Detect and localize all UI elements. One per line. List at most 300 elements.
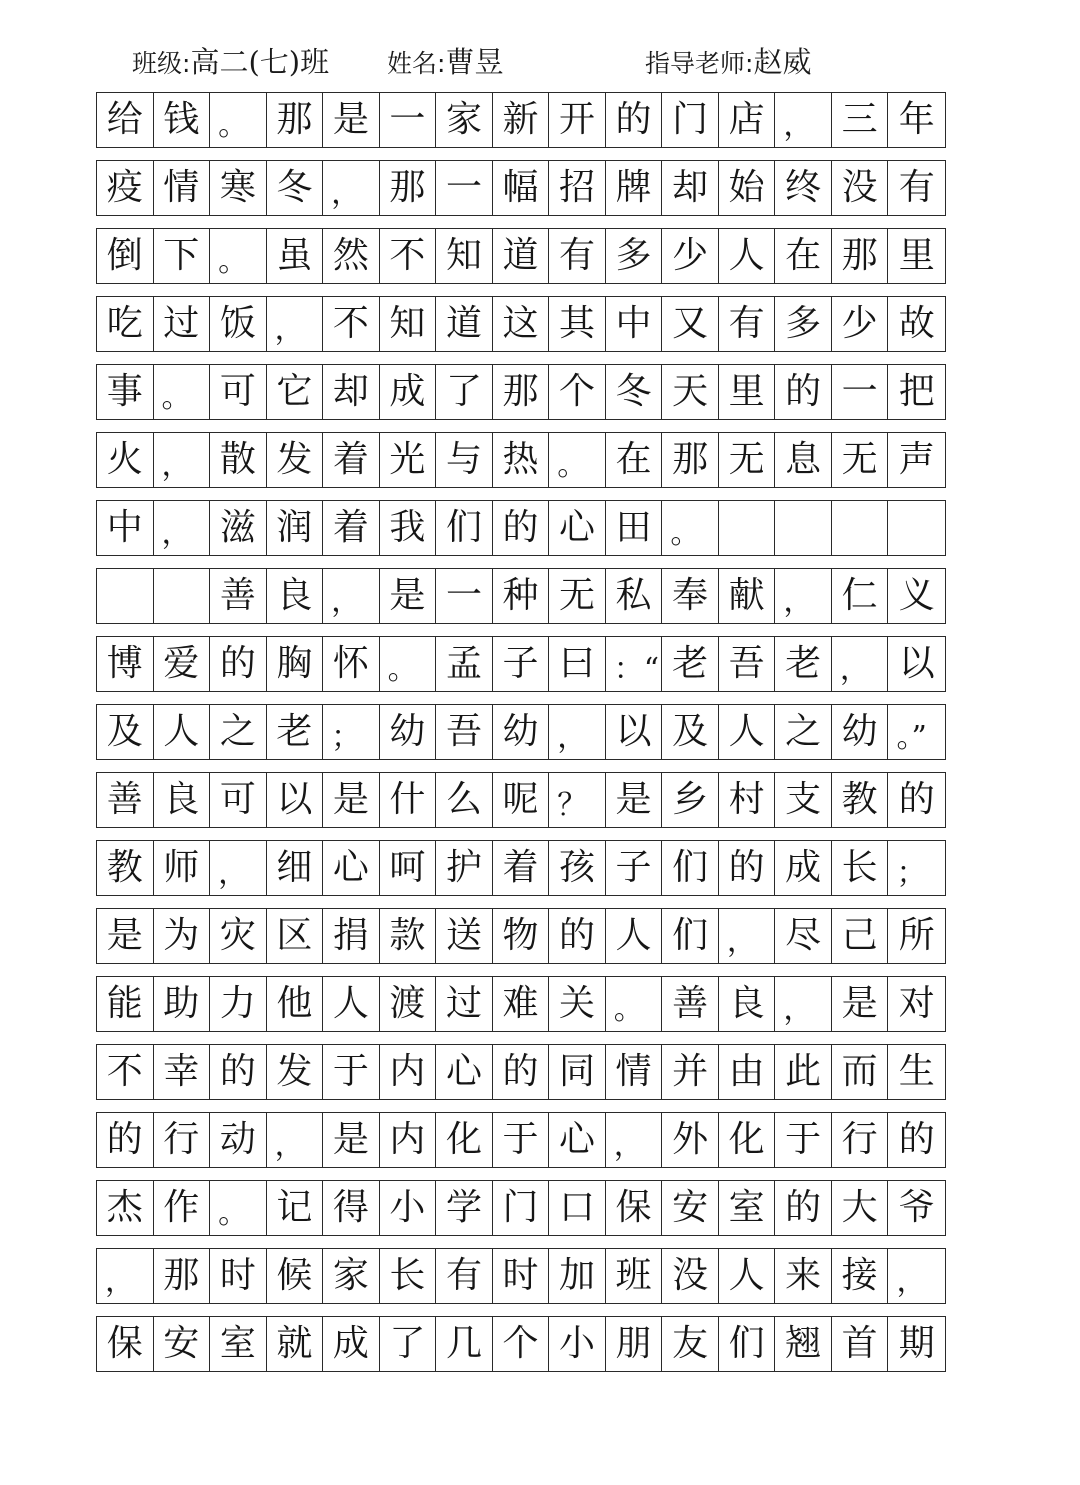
grid-cell: 支 xyxy=(775,773,832,827)
grid-cell: 里 xyxy=(719,365,776,419)
grid-cell: 此 xyxy=(775,1045,832,1099)
grid-cell: 小 xyxy=(380,1181,437,1235)
grid-cell: 善 xyxy=(662,977,719,1031)
grid-cell: 村 xyxy=(719,773,776,827)
grid-cell: 在 xyxy=(606,433,663,487)
grid-cell: 了 xyxy=(380,1317,437,1371)
grid-cell: ， xyxy=(896,1264,927,1299)
grid-cell: 室 xyxy=(210,1317,267,1371)
grid-cell: 时 xyxy=(210,1249,267,1303)
grid-cell: ， xyxy=(154,433,211,487)
grid-cell: 乡 xyxy=(662,773,719,827)
grid-cell: 内 xyxy=(380,1045,437,1099)
grid-cell: 善 xyxy=(210,569,267,623)
grid-cell: 送 xyxy=(436,909,493,963)
grid-cell: ， xyxy=(832,637,889,691)
grid-row xyxy=(96,636,946,692)
grid-cell: 呵 xyxy=(380,841,437,895)
grid-cell: 多 xyxy=(775,297,832,351)
grid-cell: 尽 xyxy=(775,909,832,963)
writing-grid xyxy=(96,92,946,1372)
grid-cell: 家 xyxy=(323,1249,380,1303)
grid-cell: 期 xyxy=(898,1323,935,1364)
grid-cell: 。 xyxy=(549,433,606,487)
grid-cell: 什 xyxy=(380,773,437,827)
grid-cell: 私 xyxy=(606,569,663,623)
grid-cell: 老 xyxy=(662,637,719,691)
grid-row xyxy=(96,228,946,284)
name-field xyxy=(387,46,503,80)
grid-cell: 首 xyxy=(832,1317,889,1371)
grid-row xyxy=(96,364,946,420)
grid-cell: 师 xyxy=(154,841,211,895)
grid-row xyxy=(96,772,946,828)
grid-cell: 之 xyxy=(210,705,267,759)
grid-cell: 怀 xyxy=(323,637,380,691)
grid-cell: 难 xyxy=(493,977,550,1031)
grid-cell: 个 xyxy=(493,1317,550,1371)
grid-cell: 可 xyxy=(210,773,267,827)
grid-cell: 力 xyxy=(210,977,267,1031)
grid-cell: 虽 xyxy=(267,229,324,283)
grid-cell: 幼 xyxy=(493,705,550,759)
grid-cell: 的 xyxy=(775,365,832,419)
grid-cell: 热 xyxy=(493,433,550,487)
grid-cell: 知 xyxy=(436,229,493,283)
grid-cell: 人 xyxy=(606,909,663,963)
grid-cell xyxy=(888,501,945,555)
grid-cell: 其 xyxy=(549,297,606,351)
grid-cell: 以 xyxy=(898,643,935,684)
grid-cell: 子 xyxy=(606,841,663,895)
grid-cell: 以 xyxy=(267,773,324,827)
grid-cell: 过 xyxy=(154,297,211,351)
grid-cell: 们 xyxy=(662,909,719,963)
teacher-label: 指导老师: xyxy=(645,49,754,78)
grid-cell: 故 xyxy=(898,303,935,344)
grid-cell: ：“ xyxy=(606,637,663,691)
grid-cell: 捐 xyxy=(323,909,380,963)
grid-cell: 有 xyxy=(719,297,776,351)
grid-cell: 成 xyxy=(323,1317,380,1371)
grid-cell: 的 xyxy=(898,1119,935,1160)
grid-cell: 倒 xyxy=(97,229,154,283)
grid-cell: 能 xyxy=(97,977,154,1031)
grid-cell: 而 xyxy=(832,1045,889,1099)
grid-cell: 行 xyxy=(154,1113,211,1167)
grid-cell: 一 xyxy=(380,93,437,147)
grid-cell: ， xyxy=(606,1113,663,1167)
grid-cell: 里 xyxy=(898,235,935,276)
grid-cell: ， xyxy=(549,705,606,759)
grid-cell: ？ xyxy=(549,773,606,827)
grid-cell: 生 xyxy=(898,1051,935,1092)
grid-cell: 却 xyxy=(662,161,719,215)
grid-cell: 少 xyxy=(662,229,719,283)
grid-cell: 大 xyxy=(832,1181,889,1235)
grid-row xyxy=(96,704,946,760)
grid-cell: ， xyxy=(210,841,267,895)
grid-cell xyxy=(832,501,889,555)
grid-cell: 少 xyxy=(832,297,889,351)
grid-cell: 年 xyxy=(898,99,935,140)
grid-cell: 新 xyxy=(493,93,550,147)
grid-cell: 饭 xyxy=(210,297,267,351)
grid-cell: 老 xyxy=(267,705,324,759)
grid-cell: 终 xyxy=(775,161,832,215)
grid-cell: 把 xyxy=(898,371,935,412)
grid-cell: 我 xyxy=(380,501,437,555)
grid-cell: 有 xyxy=(898,167,935,208)
grid-cell: 息 xyxy=(775,433,832,487)
grid-cell: 润 xyxy=(267,501,324,555)
grid-cell: 。 xyxy=(662,501,719,555)
grid-cell: 作 xyxy=(154,1181,211,1235)
grid-cell: 不 xyxy=(97,1045,154,1099)
grid-cell: 胸 xyxy=(267,637,324,691)
grid-cell: 钱 xyxy=(154,93,211,147)
grid-cell: 及 xyxy=(97,705,154,759)
grid-cell: ， xyxy=(267,297,324,351)
grid-cell: 安 xyxy=(662,1181,719,1235)
grid-cell: 知 xyxy=(380,297,437,351)
grid-cell: 接 xyxy=(832,1249,889,1303)
grid-cell: 细 xyxy=(267,841,324,895)
grid-cell: 三 xyxy=(832,93,889,147)
grid-cell: 仁 xyxy=(832,569,889,623)
grid-cell: ， xyxy=(267,1113,324,1167)
grid-cell: 给 xyxy=(97,93,154,147)
grid-cell xyxy=(97,569,154,623)
grid-cell: 长 xyxy=(832,841,889,895)
grid-cell: 室 xyxy=(719,1181,776,1235)
grid-cell: 于 xyxy=(493,1113,550,1167)
grid-cell: 来 xyxy=(775,1249,832,1303)
grid-cell: 的 xyxy=(549,909,606,963)
grid-cell: 门 xyxy=(493,1181,550,1235)
name-value: 曹昱 xyxy=(445,45,504,79)
grid-cell: 门 xyxy=(662,93,719,147)
grid-cell: 又 xyxy=(662,297,719,351)
grid-cell: 多 xyxy=(606,229,663,283)
grid-cell: ， xyxy=(154,501,211,555)
grid-cell: 教 xyxy=(97,841,154,895)
grid-cell: 是 xyxy=(606,773,663,827)
grid-row xyxy=(96,1316,946,1372)
grid-cell: 幼 xyxy=(380,705,437,759)
grid-cell: ； xyxy=(323,705,380,759)
grid-cell: 曰 xyxy=(549,637,606,691)
grid-cell: 这 xyxy=(493,297,550,351)
teacher-value: 赵威 xyxy=(753,45,812,79)
grid-cell: 有 xyxy=(549,229,606,283)
grid-cell: 同 xyxy=(549,1045,606,1099)
grid-cell: 没 xyxy=(832,161,889,215)
grid-cell: 着 xyxy=(493,841,550,895)
class-label: 班级: xyxy=(132,49,191,78)
grid-cell: ， xyxy=(323,161,380,215)
grid-cell: 心 xyxy=(549,501,606,555)
grid-cell: 吾 xyxy=(436,705,493,759)
grid-cell: 过 xyxy=(436,977,493,1031)
grid-cell: 他 xyxy=(267,977,324,1031)
grid-cell: 护 xyxy=(436,841,493,895)
grid-cell: 内 xyxy=(380,1113,437,1167)
grid-cell: 于 xyxy=(323,1045,380,1099)
grid-cell: 外 xyxy=(662,1113,719,1167)
grid-cell: 个 xyxy=(549,365,606,419)
grid-cell: 由 xyxy=(719,1045,776,1099)
grid-cell: 无 xyxy=(832,433,889,487)
grid-cell: 开 xyxy=(549,93,606,147)
grid-cell: 渡 xyxy=(380,977,437,1031)
grid-row xyxy=(96,92,946,148)
grid-cell: 招 xyxy=(549,161,606,215)
grid-cell: 的 xyxy=(493,501,550,555)
grid-cell: ， xyxy=(97,1249,154,1303)
grid-cell: 奉 xyxy=(662,569,719,623)
grid-cell: 善 xyxy=(97,773,154,827)
grid-cell: 就 xyxy=(267,1317,324,1371)
grid-row xyxy=(96,840,946,896)
grid-cell: 田 xyxy=(606,501,663,555)
grid-cell: 无 xyxy=(719,433,776,487)
grid-cell: ， xyxy=(775,569,832,623)
grid-cell: 然 xyxy=(323,229,380,283)
grid-cell: 化 xyxy=(719,1113,776,1167)
grid-cell: 行 xyxy=(832,1113,889,1167)
grid-cell: 冬 xyxy=(267,161,324,215)
grid-cell: 朋 xyxy=(606,1317,663,1371)
grid-cell: 是 xyxy=(323,773,380,827)
grid-cell: 滋 xyxy=(210,501,267,555)
grid-cell: 那 xyxy=(662,433,719,487)
grid-cell: 化 xyxy=(436,1113,493,1167)
grid-cell: ， xyxy=(323,569,380,623)
grid-row xyxy=(96,1248,946,1304)
grid-cell: 一 xyxy=(436,569,493,623)
grid-cell: 的 xyxy=(210,1045,267,1099)
grid-cell: 爱 xyxy=(154,637,211,691)
grid-cell: 是 xyxy=(832,977,889,1031)
grid-cell: 可 xyxy=(210,365,267,419)
grid-cell: 中 xyxy=(606,297,663,351)
grid-cell: 长 xyxy=(380,1249,437,1303)
grid-cell: 班 xyxy=(606,1249,663,1303)
grid-cell: 下 xyxy=(154,229,211,283)
grid-cell: 天 xyxy=(662,365,719,419)
grid-cell: 的 xyxy=(97,1113,154,1167)
grid-cell: 孟 xyxy=(436,637,493,691)
grid-cell: 的 xyxy=(493,1045,550,1099)
grid-cell: 情 xyxy=(606,1045,663,1099)
grid-cell: 一 xyxy=(436,161,493,215)
grid-cell: 家 xyxy=(436,93,493,147)
grid-cell: 子 xyxy=(493,637,550,691)
grid-cell: 没 xyxy=(662,1249,719,1303)
grid-cell: 与 xyxy=(436,433,493,487)
grid-cell: 不 xyxy=(323,297,380,351)
grid-cell: 那 xyxy=(832,229,889,283)
grid-cell: 散 xyxy=(210,433,267,487)
grid-cell: 对 xyxy=(898,983,935,1024)
grid-cell: 良 xyxy=(154,773,211,827)
grid-cell: 己 xyxy=(832,909,889,963)
grid-cell: ， xyxy=(775,977,832,1031)
grid-cell: 那 xyxy=(380,161,437,215)
grid-cell: 吃 xyxy=(97,297,154,351)
grid-cell: 保 xyxy=(606,1181,663,1235)
worksheet-header xyxy=(0,40,1080,92)
grid-cell: 。 xyxy=(606,977,663,1031)
grid-cell: 疫 xyxy=(97,161,154,215)
grid-cell: 口 xyxy=(549,1181,606,1235)
grid-cell: 幼 xyxy=(832,705,889,759)
grid-cell: 保 xyxy=(97,1317,154,1371)
class-field xyxy=(132,46,329,80)
grid-cell xyxy=(719,501,776,555)
grid-cell: 情 xyxy=(154,161,211,215)
grid-cell: 。 xyxy=(380,637,437,691)
grid-cell: 声 xyxy=(898,439,935,480)
grid-cell: 么 xyxy=(436,773,493,827)
grid-cell: 友 xyxy=(662,1317,719,1371)
grid-cell: 关 xyxy=(549,977,606,1031)
grid-cell: 那 xyxy=(154,1249,211,1303)
grid-cell: 。 xyxy=(210,93,267,147)
grid-cell: 杰 xyxy=(97,1181,154,1235)
grid-cell: 成 xyxy=(380,365,437,419)
grid-cell: 所 xyxy=(898,915,935,956)
grid-cell: 心 xyxy=(549,1113,606,1167)
grid-cell: 吾 xyxy=(719,637,776,691)
grid-cell: 店 xyxy=(719,93,776,147)
grid-cell: 是 xyxy=(380,569,437,623)
grid-cell: 款 xyxy=(380,909,437,963)
grid-cell: 。 xyxy=(210,1181,267,1235)
grid-row xyxy=(96,432,946,488)
grid-cell: 爷 xyxy=(898,1187,935,1228)
grid-cell: 及 xyxy=(662,705,719,759)
grid-cell: 博 xyxy=(97,637,154,691)
grid-cell: 。” xyxy=(896,720,927,755)
grid-cell: 并 xyxy=(662,1045,719,1099)
grid-cell: 发 xyxy=(267,1045,324,1099)
grid-cell: 们 xyxy=(719,1317,776,1371)
grid-row xyxy=(96,908,946,964)
grid-cell: 人 xyxy=(154,705,211,759)
grid-cell: 为 xyxy=(154,909,211,963)
grid-cell: 事 xyxy=(97,365,154,419)
grid-cell: 一 xyxy=(832,365,889,419)
grid-cell: 寒 xyxy=(210,161,267,215)
grid-cell: 是 xyxy=(323,1113,380,1167)
grid-cell: 动 xyxy=(210,1113,267,1167)
grid-cell: 良 xyxy=(267,569,324,623)
grid-cell: 。 xyxy=(154,365,211,419)
grid-cell: 不 xyxy=(380,229,437,283)
grid-cell: 孩 xyxy=(549,841,606,895)
grid-row xyxy=(96,500,946,556)
grid-cell: 它 xyxy=(267,365,324,419)
grid-cell: 以 xyxy=(606,705,663,759)
grid-cell: 牌 xyxy=(606,161,663,215)
grid-cell: ， xyxy=(719,909,776,963)
grid-cell: 时 xyxy=(493,1249,550,1303)
grid-cell: 安 xyxy=(154,1317,211,1371)
grid-row xyxy=(96,976,946,1032)
grid-cell: 良 xyxy=(719,977,776,1031)
grid-cell: 的 xyxy=(606,93,663,147)
grid-cell: 们 xyxy=(662,841,719,895)
class-value: 高二(七)班 xyxy=(190,45,330,79)
grid-cell: 们 xyxy=(436,501,493,555)
grid-cell: 学 xyxy=(436,1181,493,1235)
grid-cell: 发 xyxy=(267,433,324,487)
grid-cell: 献 xyxy=(719,569,776,623)
grid-cell: 的 xyxy=(210,637,267,691)
grid-cell: 人 xyxy=(719,229,776,283)
grid-cell: 光 xyxy=(380,433,437,487)
grid-cell: 道 xyxy=(436,297,493,351)
grid-cell: 义 xyxy=(898,575,935,616)
grid-cell: 人 xyxy=(323,977,380,1031)
grid-cell: 幸 xyxy=(154,1045,211,1099)
grid-row xyxy=(96,1112,946,1168)
grid-cell: 于 xyxy=(775,1113,832,1167)
grid-cell: 的 xyxy=(898,779,935,820)
grid-cell: 加 xyxy=(549,1249,606,1303)
grid-cell: ； xyxy=(896,856,927,891)
grid-cell: 几 xyxy=(436,1317,493,1371)
grid-cell xyxy=(775,501,832,555)
grid-cell: 是 xyxy=(97,909,154,963)
grid-cell: 呢 xyxy=(493,773,550,827)
grid-row xyxy=(96,1044,946,1100)
grid-cell: 教 xyxy=(832,773,889,827)
grid-cell: 中 xyxy=(97,501,154,555)
grid-cell: 得 xyxy=(323,1181,380,1235)
teacher-field xyxy=(645,46,811,80)
grid-row xyxy=(96,568,946,624)
grid-cell: 人 xyxy=(719,705,776,759)
grid-row xyxy=(96,296,946,352)
grid-cell: 成 xyxy=(775,841,832,895)
grid-row xyxy=(96,1180,946,1236)
grid-cell: 在 xyxy=(775,229,832,283)
grid-cell: 那 xyxy=(493,365,550,419)
grid-cell: ， xyxy=(775,93,832,147)
grid-cell: 灾 xyxy=(210,909,267,963)
grid-cell: 的 xyxy=(775,1181,832,1235)
grid-cell: 心 xyxy=(323,841,380,895)
grid-cell: 是 xyxy=(323,93,380,147)
grid-cell: 。 xyxy=(210,229,267,283)
grid-cell: 候 xyxy=(267,1249,324,1303)
grid-cell: 有 xyxy=(436,1249,493,1303)
grid-cell: 翘 xyxy=(775,1317,832,1371)
grid-cell: 区 xyxy=(267,909,324,963)
grid-cell: 火 xyxy=(97,433,154,487)
name-label: 姓名: xyxy=(387,49,446,78)
grid-cell: 道 xyxy=(493,229,550,283)
grid-cell: 种 xyxy=(493,569,550,623)
grid-cell: 老 xyxy=(775,637,832,691)
grid-cell: 那 xyxy=(267,93,324,147)
grid-cell: 助 xyxy=(154,977,211,1031)
grid-cell: 物 xyxy=(493,909,550,963)
grid-cell: 幅 xyxy=(493,161,550,215)
